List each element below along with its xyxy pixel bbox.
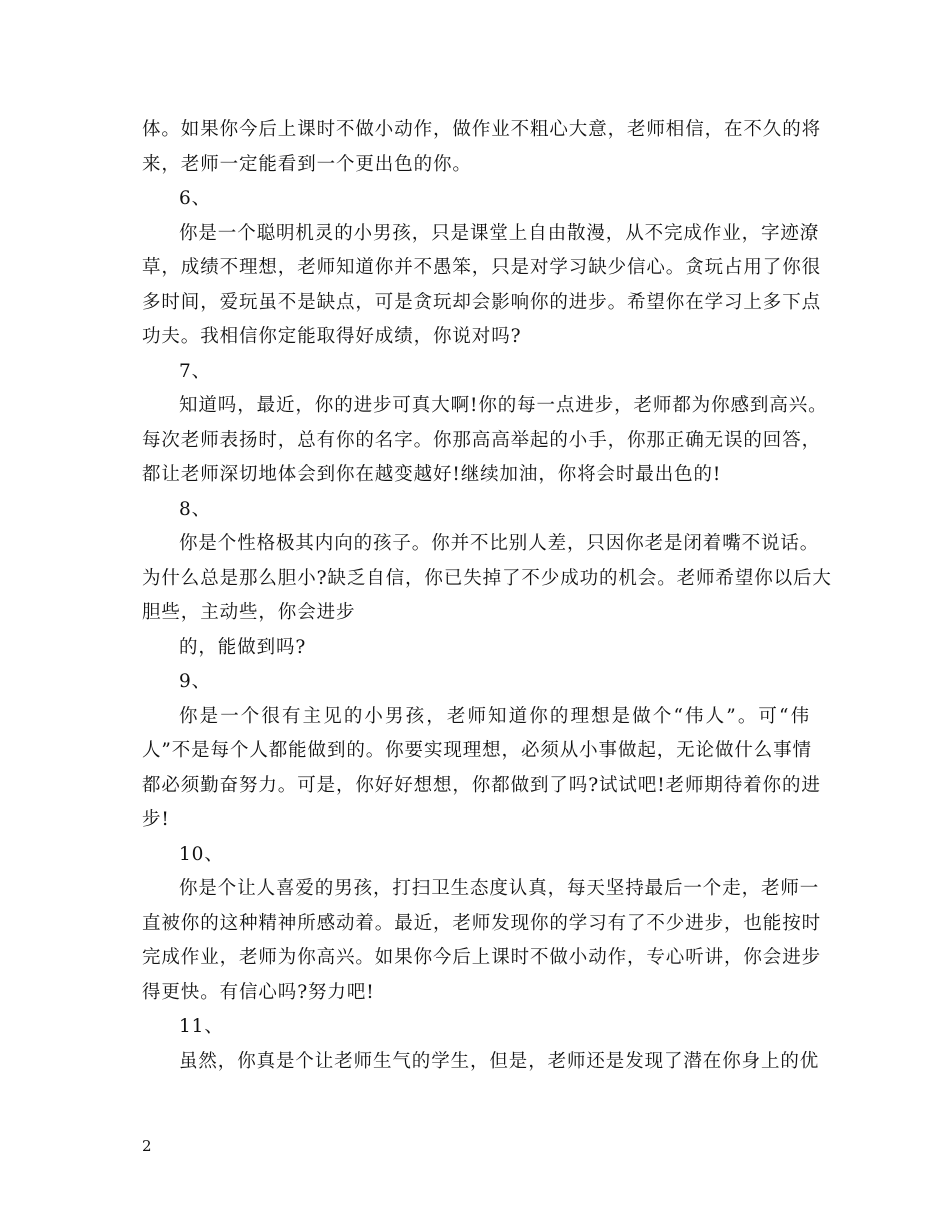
section-number: 10、 [179, 843, 224, 865]
paragraph-line: 体。如果你今后上课时不做小动作，做作业不粗心大意，老师相信，在不久的将 [142, 119, 822, 140]
paragraph-line: 胆些，主动些，你会进步 [142, 602, 356, 623]
paragraph-line: 你是一个很有主见的小男孩，老师知道你的理想是做个“伟人”。可“伟 [179, 705, 810, 727]
section-number: 8、 [179, 498, 212, 520]
section-number: 6、 [179, 188, 212, 209]
paragraph-line: 草，成绩不理想，老师知道你并不愚笨，只是对学习缺少信心。贪玩占用了你很 [142, 257, 822, 278]
section-number: 11、 [179, 1016, 224, 1037]
section-number: 7、 [179, 360, 212, 382]
paragraph-line: 知道吗，最近，你的进步可真大啊!你的每一点进步，老师都为你感到高兴。 [179, 395, 828, 416]
paragraph-line: 都必须勤奋努力。可是，你好好想想，你都做到了吗?试试吧!老师期待着你的进 [142, 774, 821, 796]
section-number: 9、 [179, 671, 212, 692]
paragraph-line: 直被你的这种精神所感动着。最近，老师发现你的学习有了不少进步，也能按时 [142, 912, 822, 934]
document-body [142, 113, 832, 1079]
paragraph-line: 得更快。有信心吗?努力吧! [142, 981, 375, 1003]
paragraph-line: 完成作业，老师为你高兴。如果你今后上课时不做小动作，专心听讲，你会进步 [142, 947, 822, 968]
paragraph-line: 步! [142, 809, 170, 830]
paragraph-line: 你是个让人喜爱的男孩，打扫卫生态度认真，每天坚持最后一个走，老师一 [179, 878, 820, 899]
paragraph-line: 都让老师深切地体会到你在越变越好!继续加油，你将会时最出色的! [142, 464, 722, 485]
paragraph-line: 的，能做到吗? [179, 636, 307, 658]
paragraph-line: 虽然，你真是个让老师生气的学生，但是，老师还是发现了潜在你身上的优 [179, 1050, 820, 1072]
page-number: 2 [142, 1137, 152, 1155]
paragraph-line: 每次老师表扬时，总有你的名字。你那高高举起的小手，你那正确无误的回答， [142, 429, 822, 451]
paragraph-line: 来，老师一定能看到一个更出色的你。 [142, 153, 472, 175]
paragraph-line: 你是个性格极其内向的孩子。你并不比别人差，只因你老是闭着嘴不说话。 [179, 533, 820, 554]
paragraph-line: 多时间，爱玩虽不是缺点，可是贪玩却会影响你的进步。希望你在学习上多下点 [142, 291, 822, 313]
paragraph-line: 人”不是每个人都能做到的。你要实现理想，必须从小事做起，无论做什么事情 [142, 740, 812, 761]
paragraph-line: 功夫。我相信你定能取得好成绩，你说对吗? [142, 326, 522, 347]
paragraph-line: 你是一个聪明机灵的小男孩，只是课堂上自由散漫，从不完成作业，字迹潦 [179, 222, 820, 244]
paragraph-line: 为什么总是那么胆小?缺乏自信，你已失掉了不少成功的机会。老师希望你以后大 [142, 567, 832, 589]
